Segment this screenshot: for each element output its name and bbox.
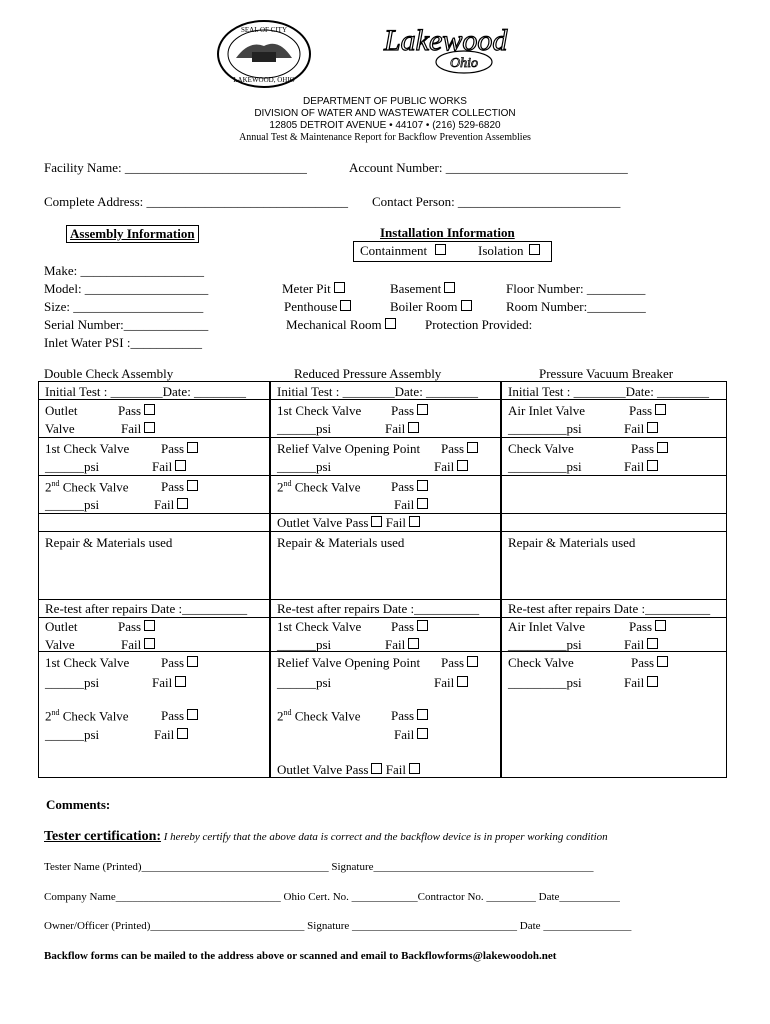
fail-checkbox[interactable]	[409, 516, 420, 527]
fail-label: Fail	[394, 727, 415, 742]
assembly-info-heading: Assembly Information	[66, 225, 199, 243]
dc-retest-second-pass	[161, 708, 198, 724]
dc-second-check-label: 2nd Check Valve	[45, 479, 129, 495]
pass-label: Pass	[161, 479, 185, 494]
fail-checkbox[interactable]	[647, 460, 658, 471]
fail-label: Fail	[121, 637, 142, 652]
pvb-repair-label[interactable]: Repair & Materials used	[508, 535, 636, 550]
pvb-air-inlet-label: Air Inlet Valve	[508, 403, 586, 418]
pass-label: Pass	[441, 655, 465, 670]
dc-initial-test[interactable]: Initial Test : ________Date: ________	[45, 384, 247, 399]
department-title: DEPARTMENT OF PUBLIC WORKS	[303, 96, 467, 107]
contact-person-field[interactable]: Contact Person: _________________________	[372, 194, 621, 209]
basement-label: Basement	[390, 281, 442, 296]
pass-checkbox[interactable]	[467, 442, 478, 453]
isolation-label: Isolation	[478, 243, 524, 258]
tester-cert-text: I hereby certify that the above data is correct and the backflow device is in proper working condition	[161, 831, 608, 843]
fail-checkbox[interactable]	[175, 460, 186, 471]
dc-retest-first-check: 1st Check Valve	[45, 655, 130, 670]
pass-label: Pass	[161, 441, 185, 456]
pass-checkbox[interactable]	[187, 442, 198, 453]
rp-second-check-fail	[394, 497, 428, 513]
rp-second-check-label: 2nd Check Valve	[277, 479, 361, 495]
pvb-air-inlet-psi[interactable]: _________psi	[508, 421, 582, 436]
pass-label: Pass	[629, 403, 653, 418]
pass-checkbox[interactable]	[657, 442, 668, 453]
dc-retest-outlet-fail	[121, 637, 155, 653]
dc-outlet-pass	[118, 403, 155, 419]
basement-checkbox[interactable]	[444, 282, 455, 293]
dc-valve-label: Valve	[45, 421, 75, 436]
svg-text:Lakewood: Lakewood	[384, 24, 508, 57]
address-line: 12805 DETROIT AVENUE • 44107 • (216) 529-6820	[269, 120, 501, 131]
tester-certification	[44, 827, 608, 845]
double-check-heading: Double Check Assembly	[44, 366, 174, 381]
tester-name-line[interactable]: Tester Name (Printed)__________________________________ Signature________________________________________	[44, 861, 594, 873]
dc-retest-valve: Valve	[45, 637, 75, 652]
division-title: DIVISION OF WATER AND WASTEWATER COLLECTION	[254, 108, 516, 119]
pass-checkbox[interactable]	[187, 480, 198, 491]
fail-checkbox[interactable]	[144, 638, 155, 649]
svg-text:Ohio: Ohio	[450, 56, 478, 71]
rp-first-check-psi[interactable]: ______psi	[277, 421, 332, 436]
pvb-retest-check-fail	[624, 675, 658, 691]
dc-retest-second-check: 2nd Check Valve	[45, 708, 129, 724]
fail-checkbox[interactable]	[417, 498, 428, 509]
rp-relief-label: Relief Valve Opening Point	[277, 441, 421, 456]
tester-cert-label: Tester certification:	[44, 829, 162, 844]
pass-checkbox[interactable]	[657, 656, 668, 667]
boiler-room-option	[390, 299, 472, 315]
reduced-pressure-heading: Reduced Pressure Assembly	[294, 366, 442, 381]
pvb-initial-test[interactable]: Initial Test : ________Date: ________	[508, 384, 710, 399]
pvb-retest-air-psi[interactable]: _________psi	[508, 637, 582, 652]
complete-address-field[interactable]: Complete Address: _______________________________	[44, 194, 349, 209]
rp-relief-psi[interactable]: ______psi	[277, 459, 332, 474]
pvb-heading: Pressure Vacuum Breaker	[539, 366, 674, 381]
size-field[interactable]: Size: ____________________	[44, 299, 204, 314]
pvb-retest-air-inlet: Air Inlet Valve	[508, 619, 586, 634]
svg-text:SEAL OF CITY: SEAL OF CITY	[240, 26, 288, 34]
pass-checkbox[interactable]	[655, 404, 666, 415]
rp-retest-relief-fail	[434, 675, 468, 691]
dc-retest-second-fail	[154, 727, 188, 743]
dc-retest-first-pass	[161, 655, 198, 671]
containment-label: Containment	[360, 243, 428, 258]
pass-checkbox[interactable]	[144, 404, 155, 415]
rp-retest-relief: Relief Valve Opening Point	[277, 655, 421, 670]
fail-label: Fail	[394, 497, 415, 512]
basement-option	[390, 281, 455, 297]
comments-label[interactable]: Comments:	[46, 797, 111, 812]
account-number-field[interactable]: Account Number: ____________________________	[349, 160, 628, 175]
rp-retest-relief-psi[interactable]: ______psi	[277, 675, 332, 690]
boiler-room-label: Boiler Room	[390, 299, 458, 314]
fail-checkbox[interactable]	[647, 676, 658, 687]
pass-checkbox[interactable]	[371, 516, 382, 527]
pass-checkbox[interactable]	[371, 763, 382, 774]
rp-first-check-pass	[391, 403, 428, 419]
test-results-grid	[38, 381, 727, 778]
fail-label: Fail	[152, 675, 173, 690]
pass-checkbox[interactable]	[187, 709, 198, 720]
rp-second-check-pass	[391, 479, 428, 495]
serial-number-field[interactable]: Serial Number:_____________	[44, 317, 209, 332]
fail-checkbox[interactable]	[647, 638, 658, 649]
fail-checkbox[interactable]	[457, 676, 468, 687]
fail-label: Fail	[154, 727, 175, 742]
dc-outlet-label: Outlet	[45, 403, 78, 418]
dc-retest-first-fail	[152, 675, 186, 691]
rp-relief-pass	[441, 441, 478, 457]
dc-first-check-label: 1st Check Valve	[45, 441, 130, 456]
room-number-field[interactable]: Room Number:_________	[506, 299, 646, 314]
rp-relief-fail	[434, 459, 468, 475]
rp-retest-first-pass	[391, 619, 428, 635]
facility-name-field[interactable]: Facility Name: ____________________________	[44, 160, 307, 175]
meter-pit-option	[282, 281, 345, 297]
mechanical-room-option	[286, 317, 396, 333]
pass-checkbox[interactable]	[187, 656, 198, 667]
pvb-retest-air-pass	[629, 619, 666, 635]
mail-note: Backflow forms can be mailed to the address above or scanned and email to Backflowforms@lakewoodoh.net	[44, 950, 557, 962]
owner-officer-line[interactable]: Owner/Officer (Printed)____________________________ Signature ______________________________ Date ________________	[44, 920, 632, 932]
dc-second-check-psi[interactable]: ______psi	[45, 497, 100, 512]
pvb-retest-air-fail	[624, 637, 658, 653]
pvb-check-valve-pass	[631, 441, 668, 457]
isolation-checkbox[interactable]	[529, 244, 540, 255]
pass-label: Pass	[441, 441, 465, 456]
protection-provided-field[interactable]: Protection Provided:	[425, 317, 533, 332]
pass-label: Pass	[161, 655, 185, 670]
rp-retest-second-check: 2nd Check Valve	[277, 708, 361, 724]
dc-retest-second-psi[interactable]: ______psi	[45, 727, 100, 742]
pass-checkbox[interactable]	[417, 620, 428, 631]
dc-outlet-fail	[121, 421, 155, 437]
pass-label: Pass	[391, 479, 415, 494]
dc-retest-outlet-pass	[118, 619, 155, 635]
mechanical-room-checkbox[interactable]	[385, 318, 396, 329]
dc-second-check-fail	[154, 497, 188, 513]
pvb-retest-check-psi[interactable]: _________psi	[508, 675, 582, 690]
pass-label: Pass	[161, 708, 185, 723]
pass-label: Pass	[631, 441, 655, 456]
mechanical-room-label: Mechanical Room	[286, 317, 382, 332]
containment-isolation-box	[353, 241, 552, 262]
model-field[interactable]: Model: ___________________	[44, 281, 209, 296]
boiler-room-checkbox[interactable]	[461, 300, 472, 311]
pass-checkbox[interactable]	[417, 404, 428, 415]
fail-label: Fail	[624, 421, 645, 436]
dc-first-check-fail	[152, 459, 186, 475]
pass-label: Pass	[391, 403, 415, 418]
installation-info-heading: Installation Information	[380, 225, 515, 240]
penthouse-checkbox[interactable]	[340, 300, 351, 311]
fail-checkbox[interactable]	[417, 728, 428, 739]
pass-label: Pass	[631, 655, 655, 670]
pvb-check-valve-label: Check Valve	[508, 441, 574, 456]
pass-label: Pass	[118, 403, 142, 418]
lakewood-ohio-logo	[380, 16, 518, 76]
fail-checkbox[interactable]	[144, 422, 155, 433]
rp-outlet-valve: Outlet Valve Pass Fail	[277, 515, 420, 531]
penthouse-option	[284, 299, 351, 315]
rp-first-check-label: 1st Check Valve	[277, 403, 362, 418]
pass-label: Pass	[118, 619, 142, 634]
dc-second-check-pass	[161, 479, 198, 495]
fail-label: Fail	[624, 459, 645, 474]
fail-label: Fail	[385, 637, 406, 652]
pvb-air-inlet-fail	[624, 421, 658, 437]
svg-text:LAKEWOOD, OHIO: LAKEWOOD, OHIO	[233, 76, 295, 84]
floor-number-field[interactable]: Floor Number: _________	[506, 281, 646, 296]
fail-checkbox[interactable]	[175, 676, 186, 687]
inlet-psi-field[interactable]: Inlet Water PSI :___________	[44, 335, 202, 350]
fail-checkbox[interactable]	[409, 763, 420, 774]
fail-label: Fail	[154, 497, 175, 512]
pvb-retest-check-valve: Check Valve	[508, 655, 574, 670]
pass-checkbox[interactable]	[655, 620, 666, 631]
fail-label: Fail	[434, 459, 455, 474]
fail-label: Fail	[624, 675, 645, 690]
meter-pit-checkbox[interactable]	[334, 282, 345, 293]
containment-checkbox[interactable]	[435, 244, 446, 255]
pvb-retest[interactable]: Re-test after repairs Date :__________	[508, 601, 711, 616]
rp-retest-second-fail	[394, 727, 428, 743]
pvb-check-valve-psi[interactable]: _________psi	[508, 459, 582, 474]
dc-retest-outlet: Outlet	[45, 619, 78, 634]
pass-checkbox[interactable]	[467, 656, 478, 667]
pass-checkbox[interactable]	[144, 620, 155, 631]
fail-label: Fail	[624, 637, 645, 652]
penthouse-label: Penthouse	[284, 299, 338, 314]
meter-pit-label: Meter Pit	[282, 281, 331, 296]
fail-label: Fail	[385, 421, 406, 436]
pvb-retest-check-pass	[631, 655, 668, 671]
rp-retest-first-fail	[385, 637, 419, 653]
fail-checkbox[interactable]	[408, 422, 419, 433]
pass-checkbox[interactable]	[417, 709, 428, 720]
rp-first-check-fail	[385, 421, 419, 437]
rp-retest-second-pass	[391, 708, 428, 724]
fail-label: Fail	[121, 421, 142, 436]
fail-checkbox[interactable]	[457, 460, 468, 471]
pass-label: Pass	[391, 619, 415, 634]
fail-checkbox[interactable]	[647, 422, 658, 433]
pass-label: Pass	[391, 708, 415, 723]
pass-label: Pass	[629, 619, 653, 634]
dc-first-check-pass	[161, 441, 198, 457]
dc-retest[interactable]: Re-test after repairs Date :__________	[45, 601, 248, 616]
fail-label: Fail	[434, 675, 455, 690]
fail-checkbox[interactable]	[177, 728, 188, 739]
pvb-air-inlet-pass	[629, 403, 666, 419]
dc-repair-label[interactable]: Repair & Materials used	[45, 535, 173, 550]
pvb-check-valve-fail	[624, 459, 658, 475]
company-name-line[interactable]: Company Name______________________________ Ohio Cert. No. ____________Contractor No. _________ Date___________	[44, 891, 620, 903]
make-field[interactable]: Make: ___________________	[44, 263, 204, 278]
rp-retest-first-check: 1st Check Valve	[277, 619, 362, 634]
pass-checkbox[interactable]	[417, 480, 428, 491]
fail-label: Fail	[152, 459, 173, 474]
dc-first-check-psi[interactable]: ______psi	[45, 459, 100, 474]
fail-checkbox[interactable]	[177, 498, 188, 509]
report-title: Annual Test & Maintenance Report for Backflow Prevention Assemblies	[239, 132, 531, 143]
dc-retest-first-psi[interactable]: ______psi	[45, 675, 100, 690]
rp-repair-label[interactable]: Repair & Materials used	[277, 535, 405, 550]
rp-retest-outlet-valve: Outlet Valve Pass Fail	[277, 762, 420, 778]
rp-retest-relief-pass	[441, 655, 478, 671]
fail-checkbox[interactable]	[408, 638, 419, 649]
rp-initial-test[interactable]: Initial Test : ________Date: ________	[277, 384, 479, 399]
rp-retest[interactable]: Re-test after repairs Date :__________	[277, 601, 480, 616]
rp-retest-first-psi[interactable]: ______psi	[277, 637, 332, 652]
city-seal-logo	[214, 18, 314, 90]
